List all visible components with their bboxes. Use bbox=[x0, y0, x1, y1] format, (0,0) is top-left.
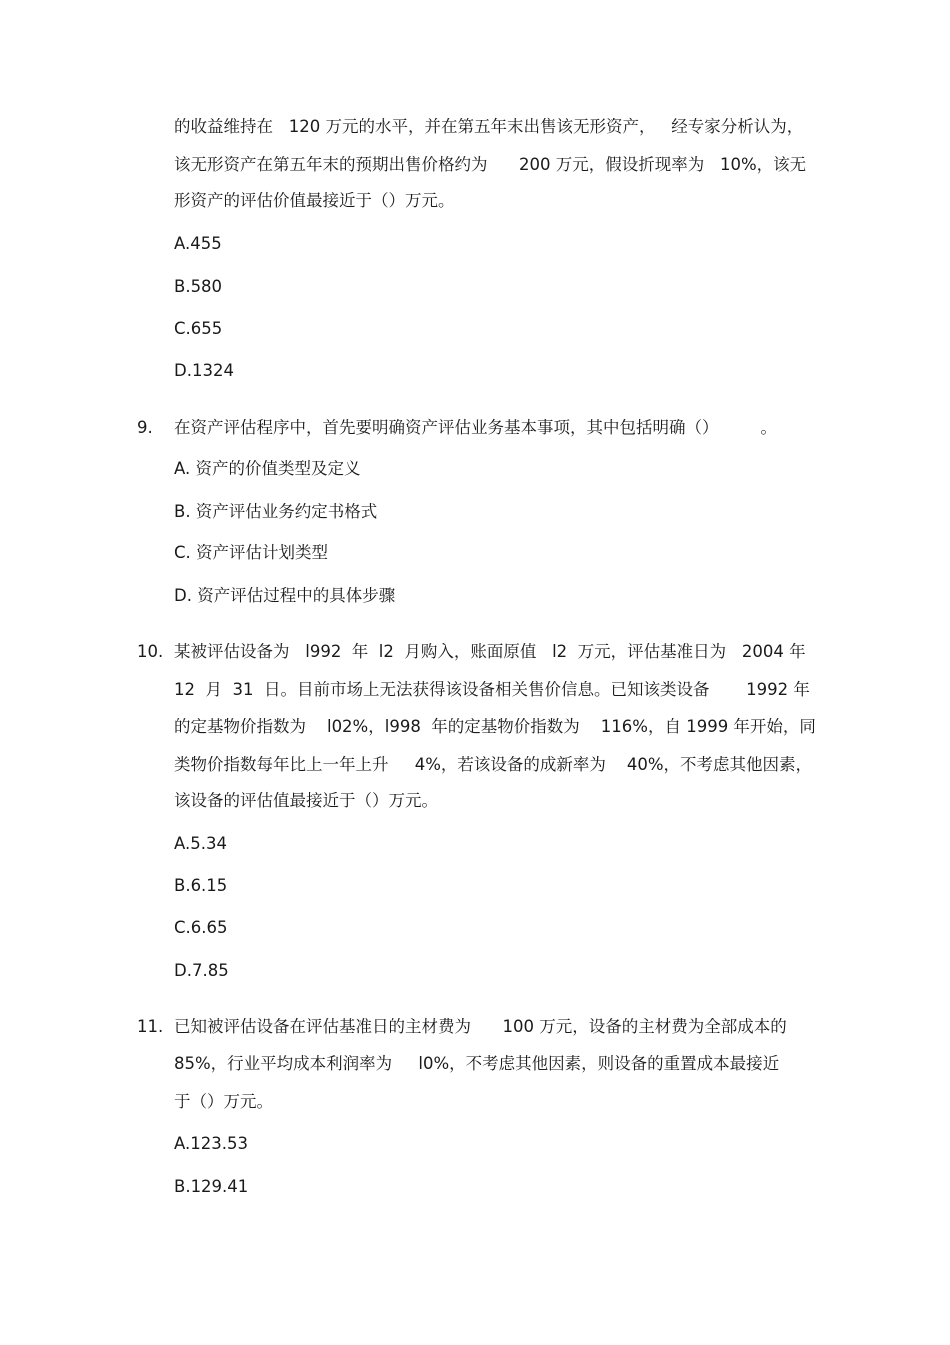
question-text-line: 类物价指数每年比上一年上升 4%，若该设备的成新率为 40%，不考虑其他因素， bbox=[174, 755, 813, 774]
option-a: A. 资产的价值类型及定义 bbox=[174, 459, 361, 478]
question-text-line: 在资产评估程序中，首先要明确资产评估业务基本事项，其中包括明确（） 。 bbox=[174, 418, 777, 437]
option-a: A.455 bbox=[174, 234, 222, 253]
option-d: D. 资产评估过程中的具体步骤 bbox=[174, 586, 396, 605]
question-text-line: 的定基物价指数为 l02%，l998 年的定基物价指数为 116%，自 1999 年开始，同 bbox=[174, 717, 816, 736]
option-d: D.1324 bbox=[174, 361, 234, 380]
option-b: B.580 bbox=[174, 277, 223, 296]
option-c: C.6.65 bbox=[174, 918, 228, 937]
option-a: A.5.34 bbox=[174, 834, 227, 853]
option-b: B. 资产评估业务约定书格式 bbox=[174, 502, 378, 521]
question-number: 9. bbox=[137, 418, 153, 437]
question-text-line: 该无形资产在第五年末的预期出售价格约为 200 万元，假设折现率为 10%，该无 bbox=[174, 155, 807, 174]
option-d: D.7.85 bbox=[174, 961, 229, 980]
question-text-line: 于（）万元。 bbox=[174, 1092, 273, 1111]
question-text-line: 某被评估设备为 l992 年 l2 月购入，账面原值 l2 万元，评估基准日为 2004 年 bbox=[174, 642, 806, 661]
question-text-line: 已知被评估设备在评估基准日的主材费为 100 万元，设备的主材费为全部成本的 bbox=[174, 1017, 787, 1036]
option-b: B.6.15 bbox=[174, 876, 228, 895]
option-a: A.123.53 bbox=[174, 1134, 248, 1153]
question-text-line: 该设备的评估值最接近于（）万元。 bbox=[174, 791, 438, 810]
question-text-line: 12 月 31 日。目前市场上无法获得该设备相关售价信息。已知该类设备 1992 年 bbox=[174, 680, 810, 699]
option-c: C. 资产评估计划类型 bbox=[174, 543, 329, 562]
option-c: C.655 bbox=[174, 319, 223, 338]
option-b: B.129.41 bbox=[174, 1177, 249, 1196]
question-number: 11. bbox=[137, 1017, 164, 1036]
question-text-line: 形资产的评估价值最接近于（）万元。 bbox=[174, 191, 455, 210]
question-text-line: 85%，行业平均成本利润率为 l0%，不考虑其他因素，则设备的重置成本最接近 bbox=[174, 1054, 780, 1073]
question-number: 10. bbox=[137, 642, 164, 661]
question-text-line: 的收益维持在 120 万元的水平，并在第五年末出售该无形资产， 经专家分析认为， bbox=[174, 117, 804, 136]
